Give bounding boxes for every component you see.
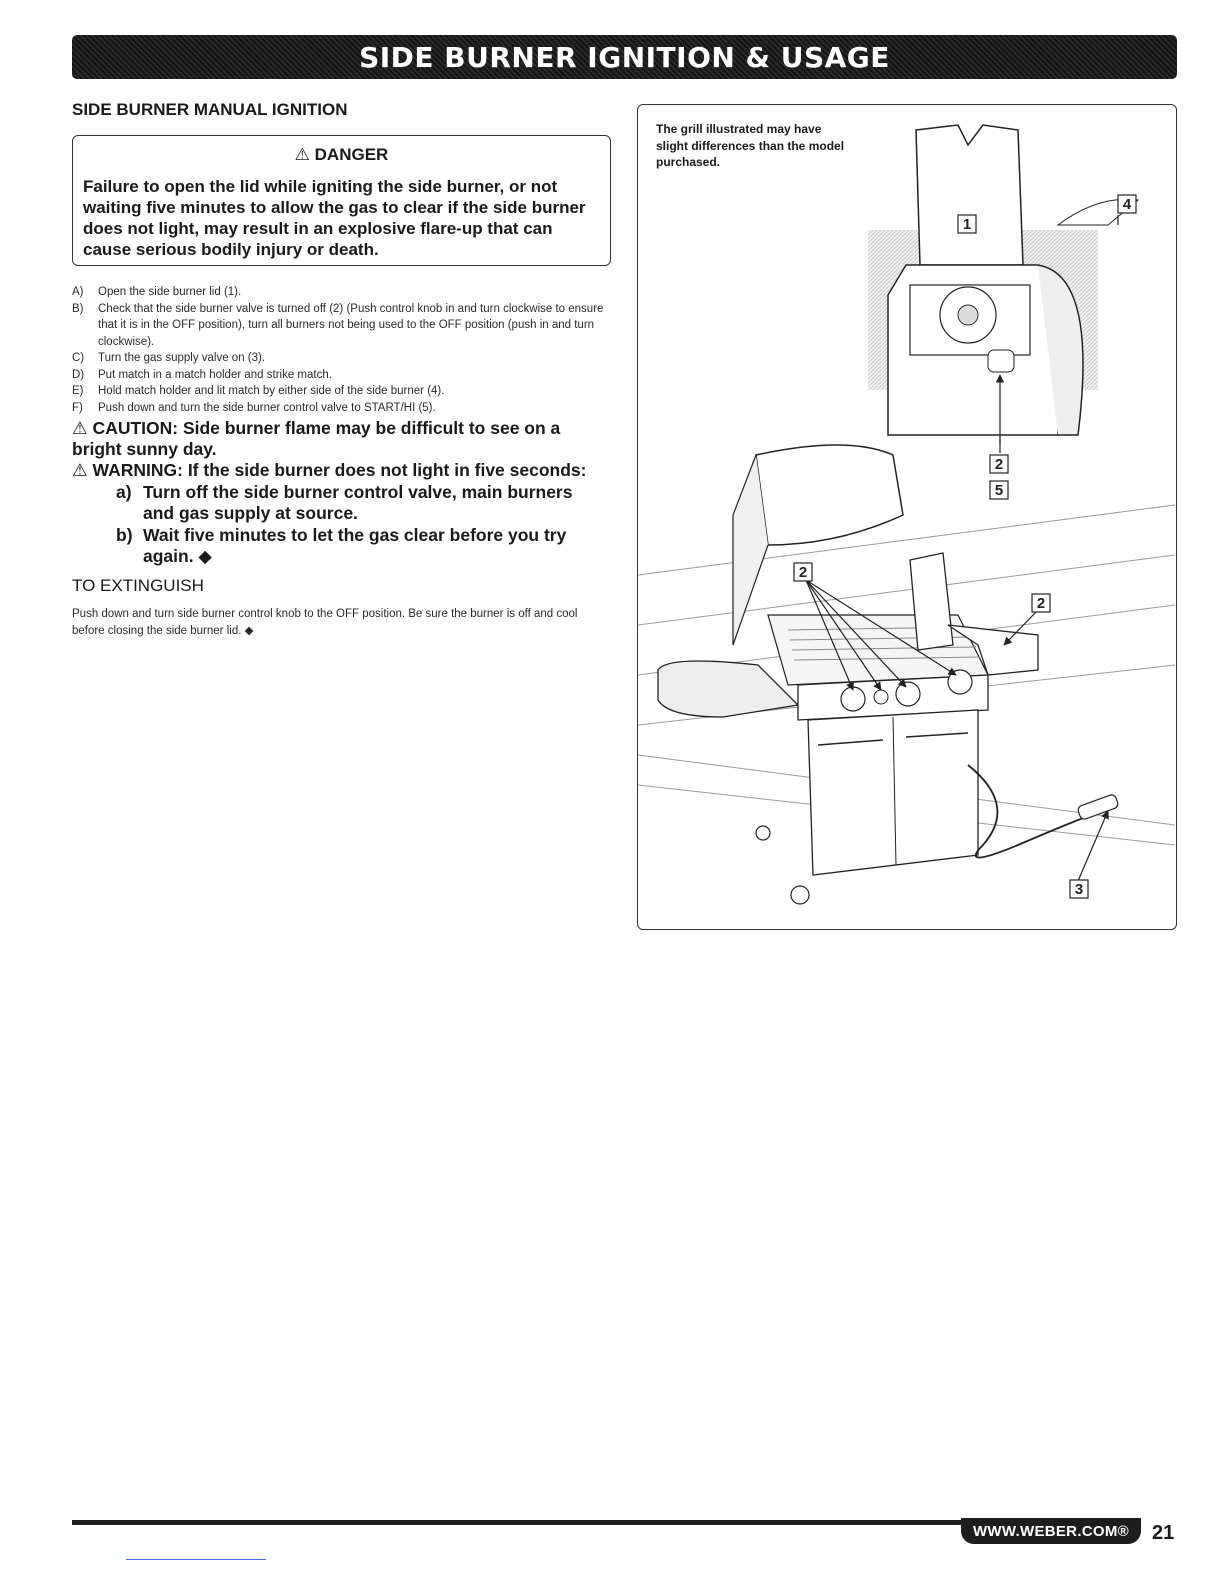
warning-substep: a) Turn off the side burner control valve, main burners and gas supply at source. xyxy=(116,482,573,523)
callout-1: 1 xyxy=(962,216,972,233)
caution-text: ⚠ CAUTION: Side burner flame may be difficult to see on a bright sunny day. xyxy=(72,418,561,459)
extinguish-text: Push down and turn side burner control knob to the OFF position. Be sure the burner is off and cool before closing the side burner lid. ◆ xyxy=(72,608,578,637)
callout-2-side: 2 xyxy=(1036,595,1046,612)
link-underline xyxy=(126,1559,266,1560)
step-item: C) Turn the gas supply valve on (3). xyxy=(72,352,266,364)
callout-3: 3 xyxy=(1074,881,1084,898)
page-number: 21 xyxy=(1152,1522,1175,1544)
footer-url: WWW.WEBER.COM® xyxy=(972,1522,1130,1540)
grill-illustration-panel xyxy=(637,104,1177,930)
danger-text: Failure to open the lid while igniting the side burner, or not waiting five minutes to allow the gas to clear if the side burner does not light, may result in an explosive flare-up that can cause serious bodily injury or death. xyxy=(83,177,586,259)
step-item: F) Push down and turn the side burner control valve to START/HI (5). xyxy=(72,401,436,414)
warning-text: ⚠ WARNING: If the side burner does not light in five seconds: xyxy=(72,460,587,480)
callout-4: 4 xyxy=(1122,196,1132,213)
step-item: D) Put match in a match holder and strike match. xyxy=(72,368,332,381)
callout-5: 5 xyxy=(994,482,1004,499)
footer-url-tab xyxy=(961,1518,1141,1544)
warning-substep: b) Wait five minutes to let the gas clear before you try again. ◆ xyxy=(116,525,567,566)
step-item: B) Check that the side burner valve is turned off (2) (Push control knob in and turn clockwise to ensure that it is in the OFF position), turn all burners not being used to the OFF position (push in and turn clockwise). xyxy=(72,302,604,348)
step-item: A) Open the side burner lid (1). xyxy=(72,286,242,298)
ignition-steps xyxy=(72,284,612,416)
callout-2-knobs: 2 xyxy=(798,564,808,581)
callout-2: 2 xyxy=(994,456,1004,473)
illustration-note: The grill illustrated may have slight differences than the model purchased. xyxy=(656,122,845,169)
page-title: SIDE BURNER IGNITION & USAGE xyxy=(359,40,890,74)
section-heading-manual-ignition: SIDE BURNER MANUAL IGNITION xyxy=(72,100,348,119)
grill-illustration xyxy=(638,105,1175,928)
danger-title: ⚠ DANGER xyxy=(294,145,389,164)
page-title-banner xyxy=(72,35,1177,79)
danger-box xyxy=(72,135,611,266)
section-heading-extinguish: TO EXTINGUISH xyxy=(72,576,204,595)
step-item: E) Hold match holder and lit match by either side of the side burner (4). xyxy=(72,385,445,397)
